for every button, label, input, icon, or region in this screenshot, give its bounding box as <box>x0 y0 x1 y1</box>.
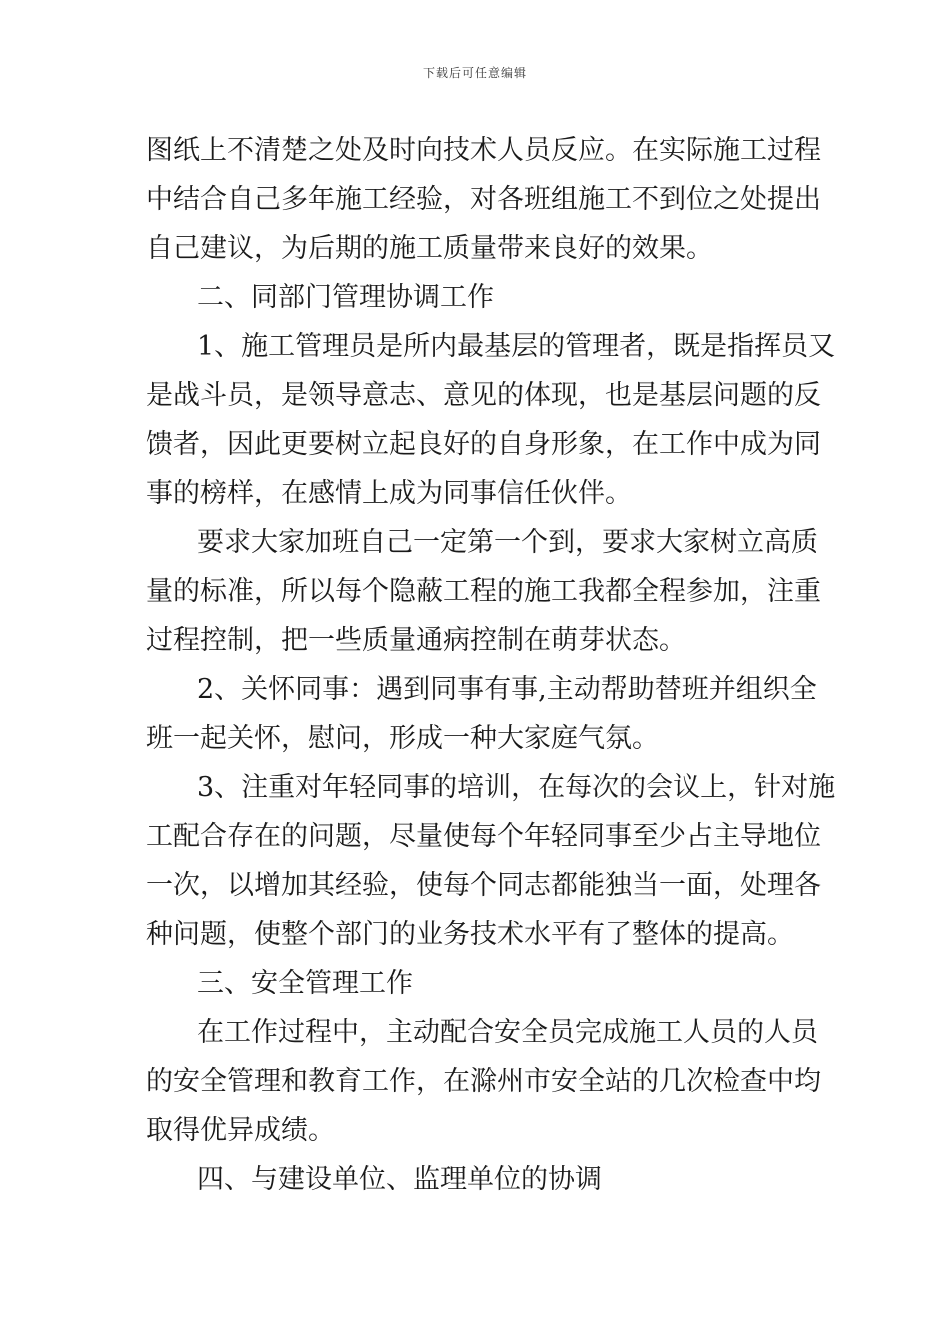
text-line: 中结合自己多年施工经验，对各班组施工不到位之处提出 <box>146 184 821 215</box>
text-line: 馈者，因此更要树立起良好的自身形象，在工作中成为同 <box>146 429 821 460</box>
text-line: 量的标准，所以每个隐蔽工程的施工我都全程参加，注重 <box>146 576 821 607</box>
text-line: 是战斗员，是领导意志、意见的体现，也是基层问题的反 <box>146 380 821 411</box>
text-line: 自己建议，为后期的施工质量带来良好的效果。 <box>146 233 713 264</box>
text-line: 图纸上不清楚之处及时向技术人员反应。在实际施工过程 <box>146 135 821 166</box>
page-header: 下载后可任意编辑 <box>422 66 527 80</box>
text-line: 的安全管理和教育工作，在滁州市安全站的几次检查中均 <box>146 1066 821 1097</box>
text-line: 一次，以增加其经验，使每个同志都能独当一面，处理各 <box>146 870 821 901</box>
document-body <box>146 126 836 1204</box>
text-line: 四、与建设单位、监理单位的协调 <box>197 1164 602 1195</box>
text-line: 班一起关怀，慰问，形成一种大家庭气氛。 <box>146 723 659 754</box>
text-line: 在工作过程中，主动配合安全员完成施工人员的人员 <box>197 1017 818 1048</box>
text-line: 事的榜样，在感情上成为同事信任伙伴。 <box>146 478 632 509</box>
text-line: 2、关怀同事：遇到同事有事,主动帮助替班并组织全 <box>197 674 817 705</box>
text-line: 要求大家加班自己一定第一个到，要求大家树立高质 <box>197 527 818 558</box>
text-line: 工配合存在的问题，尽量使每个年轻同事至少占主导地位 <box>146 821 821 852</box>
text-line: 三、安全管理工作 <box>197 968 413 999</box>
text-line: 二、同部门管理协调工作 <box>197 282 494 313</box>
text-line: 3、注重对年轻同事的培训，在每次的会议上，针对施 <box>197 772 836 803</box>
text-line: 过程控制，把一些质量通病控制在萌芽状态。 <box>146 625 686 656</box>
text-line: 取得优异成绩。 <box>146 1115 335 1146</box>
text-line: 1、施工管理员是所内最基层的管理者，既是指挥员又 <box>197 331 836 362</box>
text-line: 种问题，使整个部门的业务技术水平有了整体的提高。 <box>146 919 794 950</box>
